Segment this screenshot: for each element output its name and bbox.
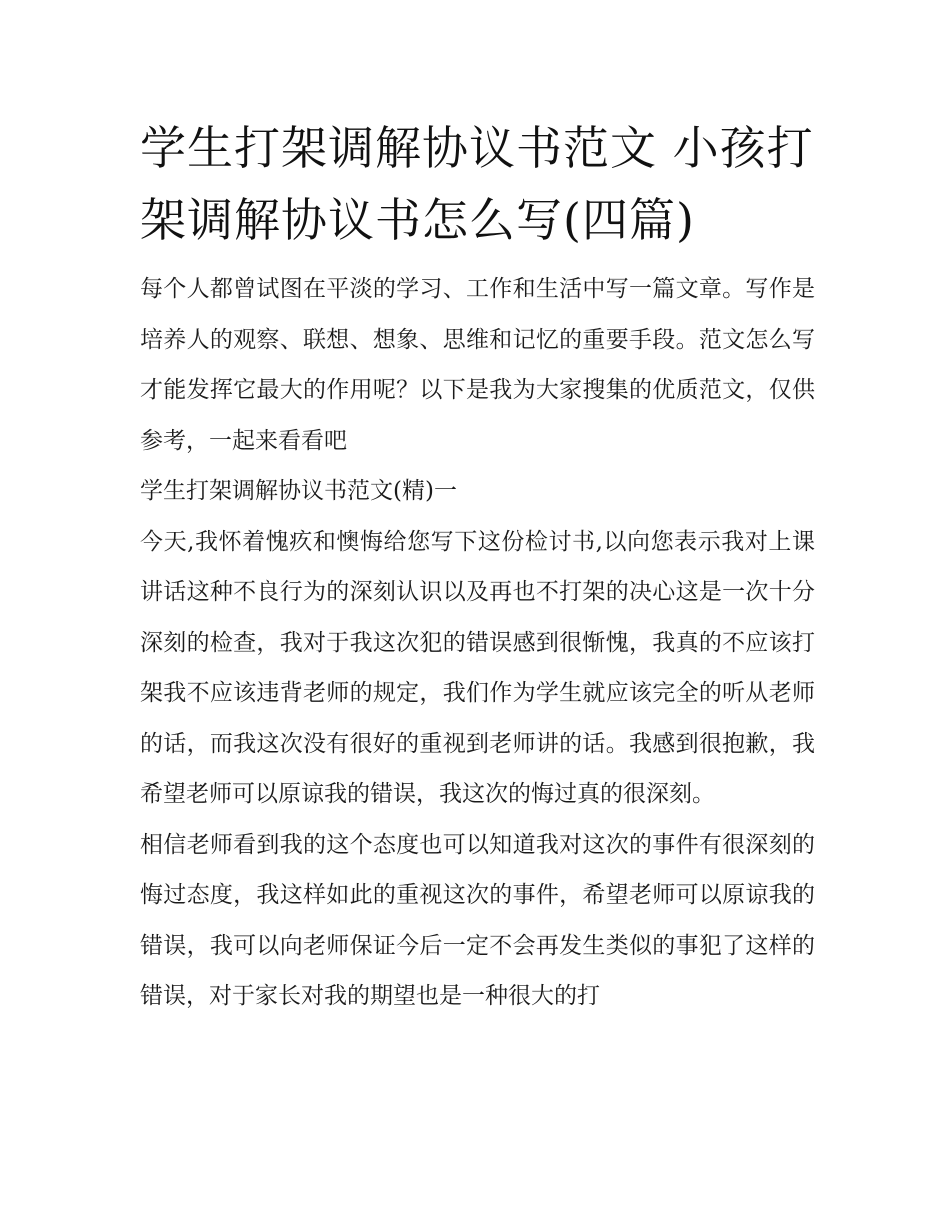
intro-paragraph: 每个人都曾试图在平淡的学习、工作和生活中写一篇文章。写作是培养人的观察、联想、想象、思维和记忆的重要手段。范文怎么写才能发挥它最大的作用呢？以下是我为大家搜集的优质范文，仅供参考，一起来看看吧 <box>140 276 815 454</box>
section-heading: 学生打架调解协议书范文(精)一 <box>140 478 457 504</box>
body-paragraph-2: 相信老师看到我的这个态度也可以知道我对这次的事件有很深刻的悔过态度，我这样如此的重视这次的事件，希望老师可以原谅我的错误，我可以向老师保证今后一定不会再发生类似的事犯了这样的错误，对于家长对我的期望也是一种很大的打 <box>140 831 815 1009</box>
document-content <box>140 112 815 1022</box>
body-paragraph-1: 今天,我怀着愧疚和懊悔给您写下这份检讨书,以向您表示我对上课讲话这种不良行为的深刻认识以及再也不打架的决心这是一次十分深刻的检查，我对于我这次犯的错误感到很惭愧，我真的不应该打架我不应该违背老师的规定，我们作为学生就应该完全的听从老师的话，而我这次没有很好的重视到老师讲的话。我感到很抱歉，我希望老师可以原谅我的错误，我这次的悔过真的很深刻。 <box>140 528 815 807</box>
document-title: 学生打架调解协议书范文 小孩打架调解协议书怎么写(四篇) <box>140 121 814 247</box>
